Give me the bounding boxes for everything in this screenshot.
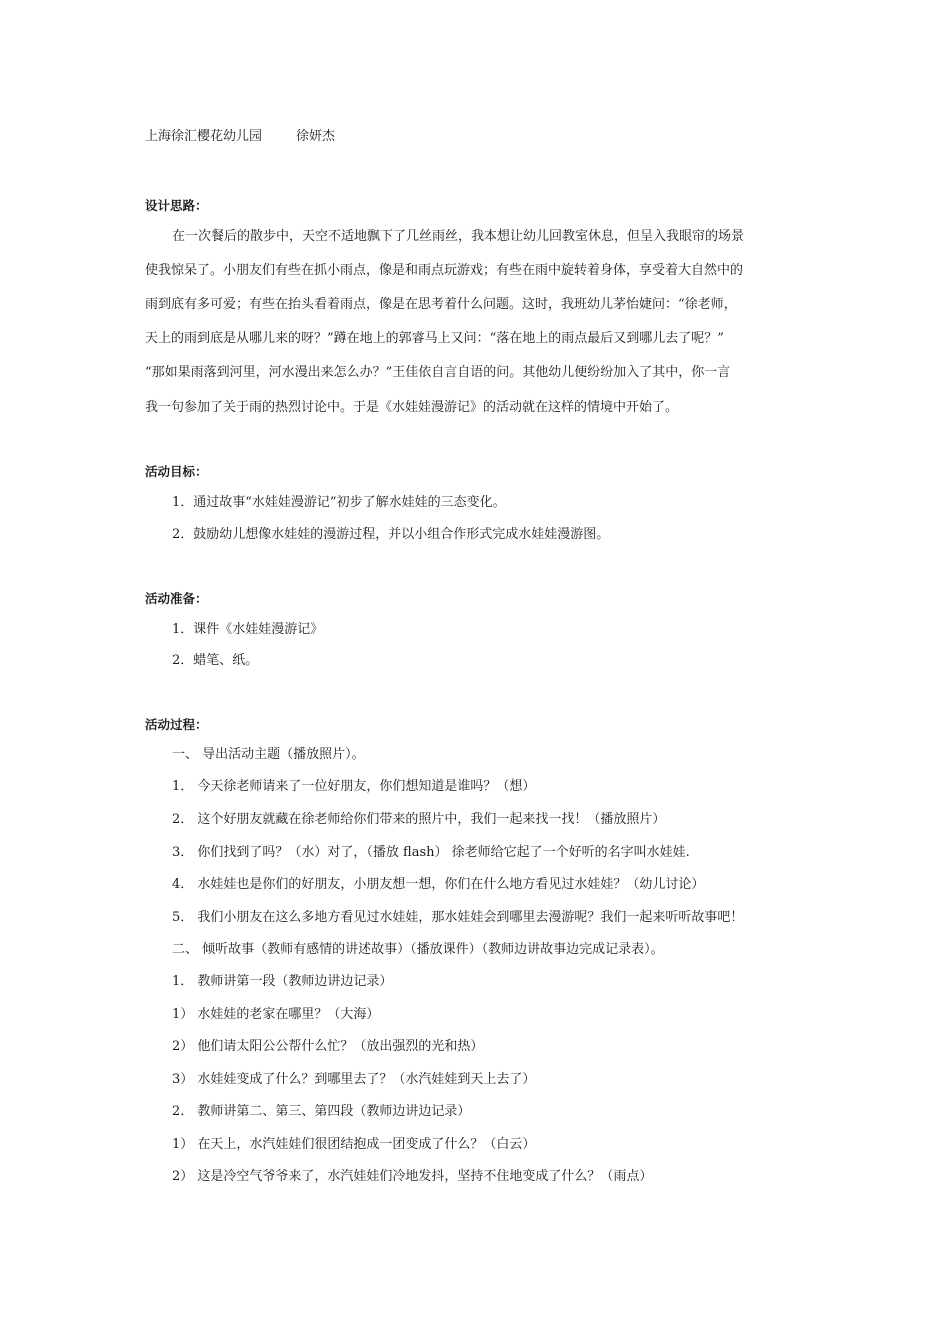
design-paragraph-line: 我一句参加了关于雨的热烈讨论中。于是《水娃娃漫游记》的活动就在这样的情境中开始了。 [145,400,679,415]
school-name: 上海徐汇樱花幼儿园 [145,129,263,144]
process-step: 5． 我们小朋友在这么多地方看见过水娃娃，那水娃娃会到哪里去漫游呢？我们一起来听听故事吧！ [172,910,744,925]
design-paragraph-line: 使我惊呆了。小朋友们有些在抓小雨点，像是和雨点玩游戏；有些在雨中旋转着身体，享受着大自然中的 [145,263,744,278]
process-section-title: 二、 倾听故事（教师有感情的讲述故事）（播放课件）（教师边讲故事边完成记录表）。 [172,942,664,957]
goal-item: 2．鼓励幼儿想像水娃娃的漫游过程，并以小组合作形式完成水娃娃漫游图。 [172,527,610,542]
process-step: 3． 你们找到了吗？（水）对了，（播放 flash） 徐老师给它起了一个好听的名字叫水娃娃. [172,845,690,860]
prep-heading: 活动准备： [145,591,208,606]
process-question: 1） 在天上，水汽娃娃们很团结抱成一团变成了什么？（白云） [172,1137,536,1152]
process-question: 2） 他们请太阳公公帮什么忙？（放出强烈的光和热） [172,1039,484,1054]
design-paragraph-line: “那如果雨落到河里，河水漫出来怎么办？”王佳依自言自语的问。其他幼儿便纷纷加入了其中，你一言 [145,365,731,380]
process-step: 4． 水娃娃也是你们的好朋友，小朋友想一想，你们在什么地方看见过水娃娃？（幼儿讨论） [172,877,705,892]
process-question: 1） 水娃娃的老家在哪里？（大海） [172,1007,380,1022]
prep-item: 2．蜡笔、纸。 [172,653,259,668]
process-question: 2） 这是冷空气爷爷来了，水汽娃娃们冷地发抖，坚持不住地变成了什么？（雨点） [172,1169,653,1184]
process-step: 1． 今天徐老师请来了一位好朋友，你们想知道是谁吗？（想） [172,779,536,794]
design-paragraph-line: 天上的雨到底是从哪儿来的呀？”蹲在地上的郭睿马上又问：“落在地上的雨点最后又到哪儿去了呢？” [145,331,724,346]
process-question: 3） 水娃娃变成了什么？到哪里去了？（水汽娃娃到天上去了） [172,1072,536,1087]
header-line [145,127,335,147]
author-name: 徐妍杰 [296,129,336,144]
design-paragraph-line: 在一次餐后的散步中，天空不适地飘下了几丝雨丝，我本想让幼儿回教室休息，但呈入我眼帘的场景 [172,229,745,244]
design-heading: 设计思路： [145,198,208,213]
prep-item: 1．课件《水娃娃漫游记》 [172,622,324,637]
process-step: 2． 教师讲第二、第三、第四段（教师边讲边记录） [172,1104,471,1119]
process-step: 1． 教师讲第一段（教师边讲边记录） [172,974,393,989]
process-heading: 活动过程： [145,717,208,732]
goal-item: 1．通过故事“水娃娃漫游记”初步了解水娃娃的三态变化。 [172,495,506,510]
process-step: 2． 这个好朋友就藏在徐老师给你们带来的照片中，我们一起来找一找！（播放照片） [172,812,666,827]
process-section-title: 一、 导出活动主题（播放照片）。 [172,747,365,762]
design-paragraph-line: 雨到底有多可爱；有些在抬头看着雨点，像是在思考着什么问题。这时，我班幼儿茅怡婕问：“徐老师， [145,297,737,312]
goals-heading: 活动目标： [145,464,208,479]
